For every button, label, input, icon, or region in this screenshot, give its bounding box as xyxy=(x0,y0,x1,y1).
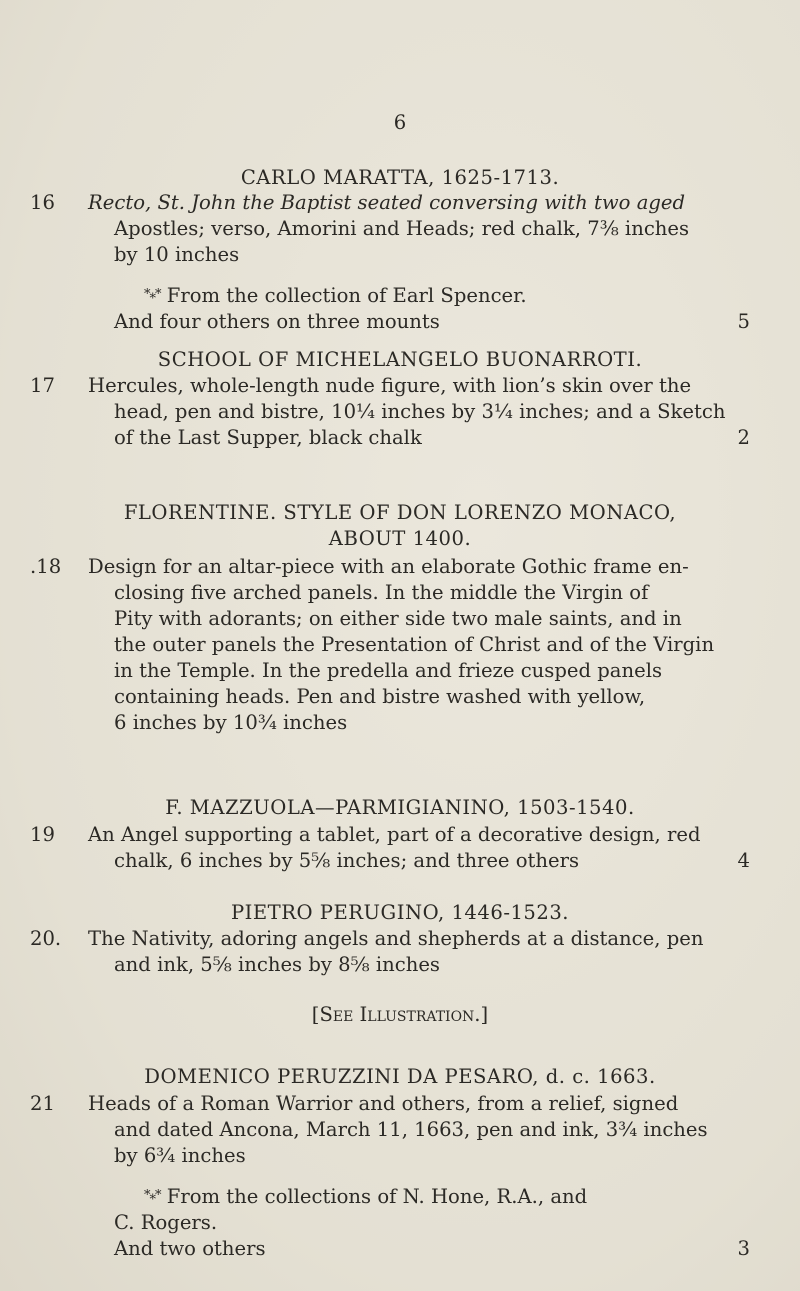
lot-number: 19 xyxy=(30,823,55,846)
lot-entry xyxy=(30,554,750,736)
lot-entry xyxy=(30,373,750,451)
quantity: 5 xyxy=(737,310,750,333)
lot-description-line: in the Temple. In the predella and frieze cusped panels xyxy=(114,659,663,682)
lot-description-line: Design for an altar-piece with an elaborate Gothic frame en- xyxy=(88,555,689,578)
provenance-note: *⁎* From the collections of N. Hone, R.A., and xyxy=(144,1185,588,1208)
lot-description-line: by 6¾ inches xyxy=(114,1144,246,1167)
illustration-reference: [See Illustration.] xyxy=(311,1003,489,1026)
lot-description-line: Apostles; verso, Amorini and Heads; red chalk, 7⅜ inches xyxy=(114,217,690,240)
lot-description-line: An Angel supporting a tablet, part of a decorative design, red xyxy=(88,823,701,846)
lot-description-line: Pity with adorants; on either side two male saints, and in xyxy=(114,607,682,630)
provenance-note-continued: C. Rogers. xyxy=(114,1211,218,1234)
lot-entry xyxy=(30,822,750,874)
lot-description-line: Hercules, whole-length nude figure, with lion’s skin over the xyxy=(88,374,692,397)
artist-heading: PIETRO PERUGINO, 1446-1523. xyxy=(230,901,570,924)
lot-number: 20. xyxy=(30,927,62,950)
lot-description-line: the outer panels the Presentation of Christ and of the Virgin xyxy=(114,633,715,656)
lot-description-line: closing five arched panels. In the middle the Virgin of xyxy=(114,581,649,604)
lot-description-line: by 10 inches xyxy=(114,243,240,266)
lot-description-line: Heads of a Roman Warrior and others, from a relief, signed xyxy=(88,1092,679,1115)
artist-heading: SCHOOL OF MICHELANGELO BUONARROTI. xyxy=(157,348,643,371)
artist-heading: F. MAZZUOLA—PARMIGIANINO, 1503-1540. xyxy=(165,796,635,819)
lot-entry xyxy=(30,1091,750,1262)
artist-heading: DOMENICO PERUZZINI DA PESARO, d. c. 1663. xyxy=(144,1065,656,1088)
asterism-icon: *⁎* xyxy=(144,1188,161,1203)
lot-description-line: The Nativity, adoring angels and shepherds at a distance, pen xyxy=(88,927,704,950)
lot-description-line: Recto, St. John the Baptist seated conversing with two aged xyxy=(88,191,686,214)
others-line: And two others 3 xyxy=(114,1237,750,1260)
lot-entry xyxy=(30,190,750,335)
others-line: And four others on three mounts 5 xyxy=(114,310,750,333)
artist-heading-date: ABOUT 1400. xyxy=(328,527,472,550)
lot-number: 16 xyxy=(30,191,55,214)
artist-heading: FLORENTINE. STYLE OF DON LORENZO MONACO, xyxy=(123,501,677,524)
lot-description-line: of the Last Supper, black chalk 2 xyxy=(114,426,750,449)
provenance-note: *⁎* From the collection of Earl Spencer. xyxy=(144,284,527,307)
quantity: 4 xyxy=(737,849,750,872)
lot-entry xyxy=(30,926,750,978)
quantity: 3 xyxy=(737,1237,750,1260)
lot-number: 17 xyxy=(30,374,55,397)
lot-description-line: head, pen and bistre, 10¼ inches by 3¼ inches; and a Sketch xyxy=(114,400,726,423)
quantity: 2 xyxy=(737,426,750,449)
lot-description-line: and ink, 5⅝ inches by 8⅝ inches xyxy=(114,953,440,976)
lot-description-line: and dated Ancona, March 11, 1663, pen and ink, 3¾ inches xyxy=(114,1118,708,1141)
asterism-icon: *⁎* xyxy=(144,287,161,302)
lot-description-line: containing heads. Pen and bistre washed with yellow, xyxy=(114,685,646,708)
lot-number: .18 xyxy=(30,555,62,578)
lot-number: 21 xyxy=(30,1092,55,1115)
page-number: 6 xyxy=(393,111,407,134)
lot-description-line: chalk, 6 inches by 5⅝ inches; and three others 4 xyxy=(114,849,750,872)
lot-description-line: 6 inches by 10¾ inches xyxy=(114,711,348,734)
artist-heading: CARLO MARATTA, 1625-1713. xyxy=(240,166,560,189)
